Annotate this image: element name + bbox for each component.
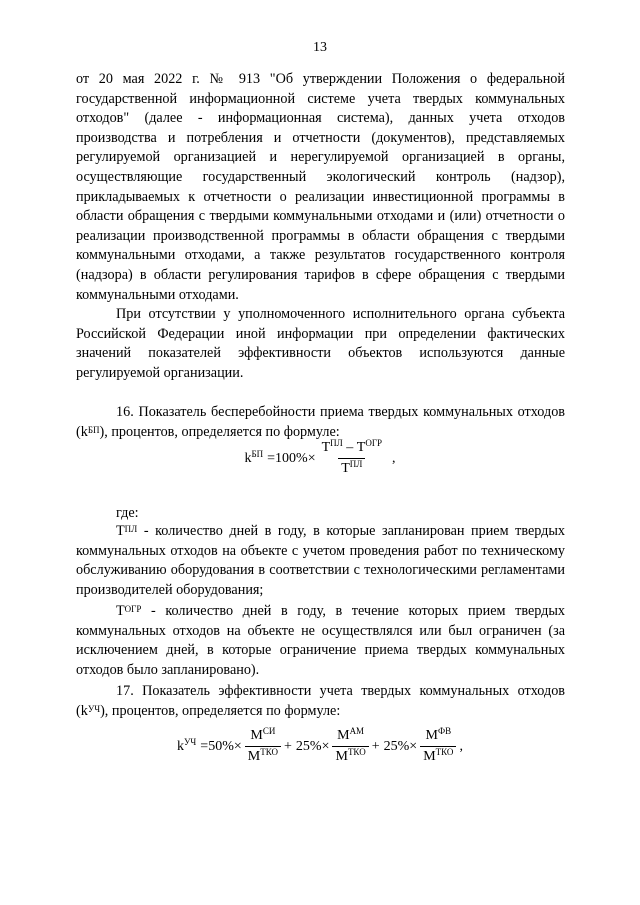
- definition-t-pl: $Т^{ПЛ}$ - количество дней в году, в которые запланирован прием твердых коммунальных отходов на объекте с учетом проведения работ по техническому обслуживанию оборудования в соответствии с технологическими регламентами производителей оборудования;: [76, 523, 566, 598]
- item-17-text-end: ), процентов, определяется по формуле:: [100, 702, 341, 719]
- paragraph-absence-info: При отсутствии у уполномоченного исполнительного органа субъекта Российской Федерации иной информации при определении фактических значений показателей эффективности объектов используются данные регулируемой организации.: [76, 306, 565, 381]
- paragraph-item-16: [76, 403, 565, 442]
- page-number: 13: [313, 40, 327, 55]
- formula2-equals: =: [200, 738, 209, 754]
- formula1-lhs: $k^{БП}$: [244, 448, 264, 466]
- paragraph-item-17: [76, 682, 565, 721]
- formula2-fraction-si: $\frac{М^{СИ}}{М^{ТКО}}$: [245, 728, 281, 765]
- formula-k-uch: [0, 728, 640, 765]
- formula2-plus-2: +: [371, 738, 380, 754]
- formula2-times-2: ×: [321, 738, 330, 754]
- formula2-fraction-am: $\frac{М^{АМ}}{М^{ТКО}}$: [332, 728, 368, 765]
- t-ogr-symbol: $Т^{ОГР}$: [116, 603, 142, 619]
- formula2-comma: ,: [459, 738, 463, 754]
- formula1-fraction: [319, 440, 385, 477]
- paragraph-continuation: от 20 мая 2022 г. № 913 "Об утверждении Положения о федеральной государственной информационной системе учета твердых коммунальных отходов" (далее - информационная система), данных учета отходов производства и потребления и отчетности (документов), представляемых регулируемой организацией и нерегулируемой организацией в органы, осуществляющие государственный экологический контроль (надзор), прикладываемых к отчетности о реализации инвестиционной программы в области обращения с твердыми коммунальными отходами и (или) отчетности о реализации производственной программы в области обращения с твердыми коммунальными отходами, а также результатов государственного контроля (надзора) в области регулирования тарифов в сфере обращения с твердыми коммунальными отходами.: [76, 71, 565, 303]
- t-pl-symbol: $Т^{ПЛ}$: [116, 523, 138, 539]
- formula1-equals: =: [267, 450, 276, 466]
- item-17-text-start: 17. Показатель эффективности учета твердых коммунальных отходов (: [76, 683, 565, 719]
- item-16-text-end: ), процентов, определяется по формуле:: [99, 423, 340, 440]
- formula1-times: ×: [307, 450, 316, 466]
- formula2-times-1: ×: [233, 738, 242, 754]
- formula2-fraction-fv: $\frac{М^{ФВ}}{М^{ТКО}}$: [420, 728, 456, 765]
- formula2-times-3: ×: [409, 738, 418, 754]
- item-16-text-start: 16. Показатель бесперебойности приема твердых коммунальных отходов (: [76, 404, 565, 440]
- where-label: где:: [116, 505, 139, 521]
- formula2-percent-1: 50%: [208, 738, 234, 754]
- formula2-lhs: $k^{УЧ}$: [177, 736, 197, 754]
- formula1-comma: ,: [392, 450, 396, 466]
- formula2-percent-3: 25%: [383, 738, 410, 754]
- formula2-percent-2: 25%: [295, 738, 322, 754]
- formula1-numerator: $Т^{ПЛ} - Т^{ОГР}$: [321, 438, 383, 455]
- definition-t-ogr: $Т^{ОГР}$ - количество дней в году, в течение которых прием твердых коммунальных отходов на объекте не осуществлялся или был ограничен (за исключением дней, в которые ограничение приема твердых коммунальных отходов было запланировано).: [76, 603, 565, 678]
- k-uch-symbol: $k^{УЧ}$: [80, 702, 101, 719]
- formula1-percent: 100%: [275, 450, 308, 466]
- formula1-denominator: $Т^{ПЛ}$: [338, 458, 365, 477]
- formula-k-bp: [0, 440, 640, 477]
- formula2-plus-1: +: [284, 738, 292, 754]
- k-bp-symbol: $k^{БП}$: [80, 423, 100, 440]
